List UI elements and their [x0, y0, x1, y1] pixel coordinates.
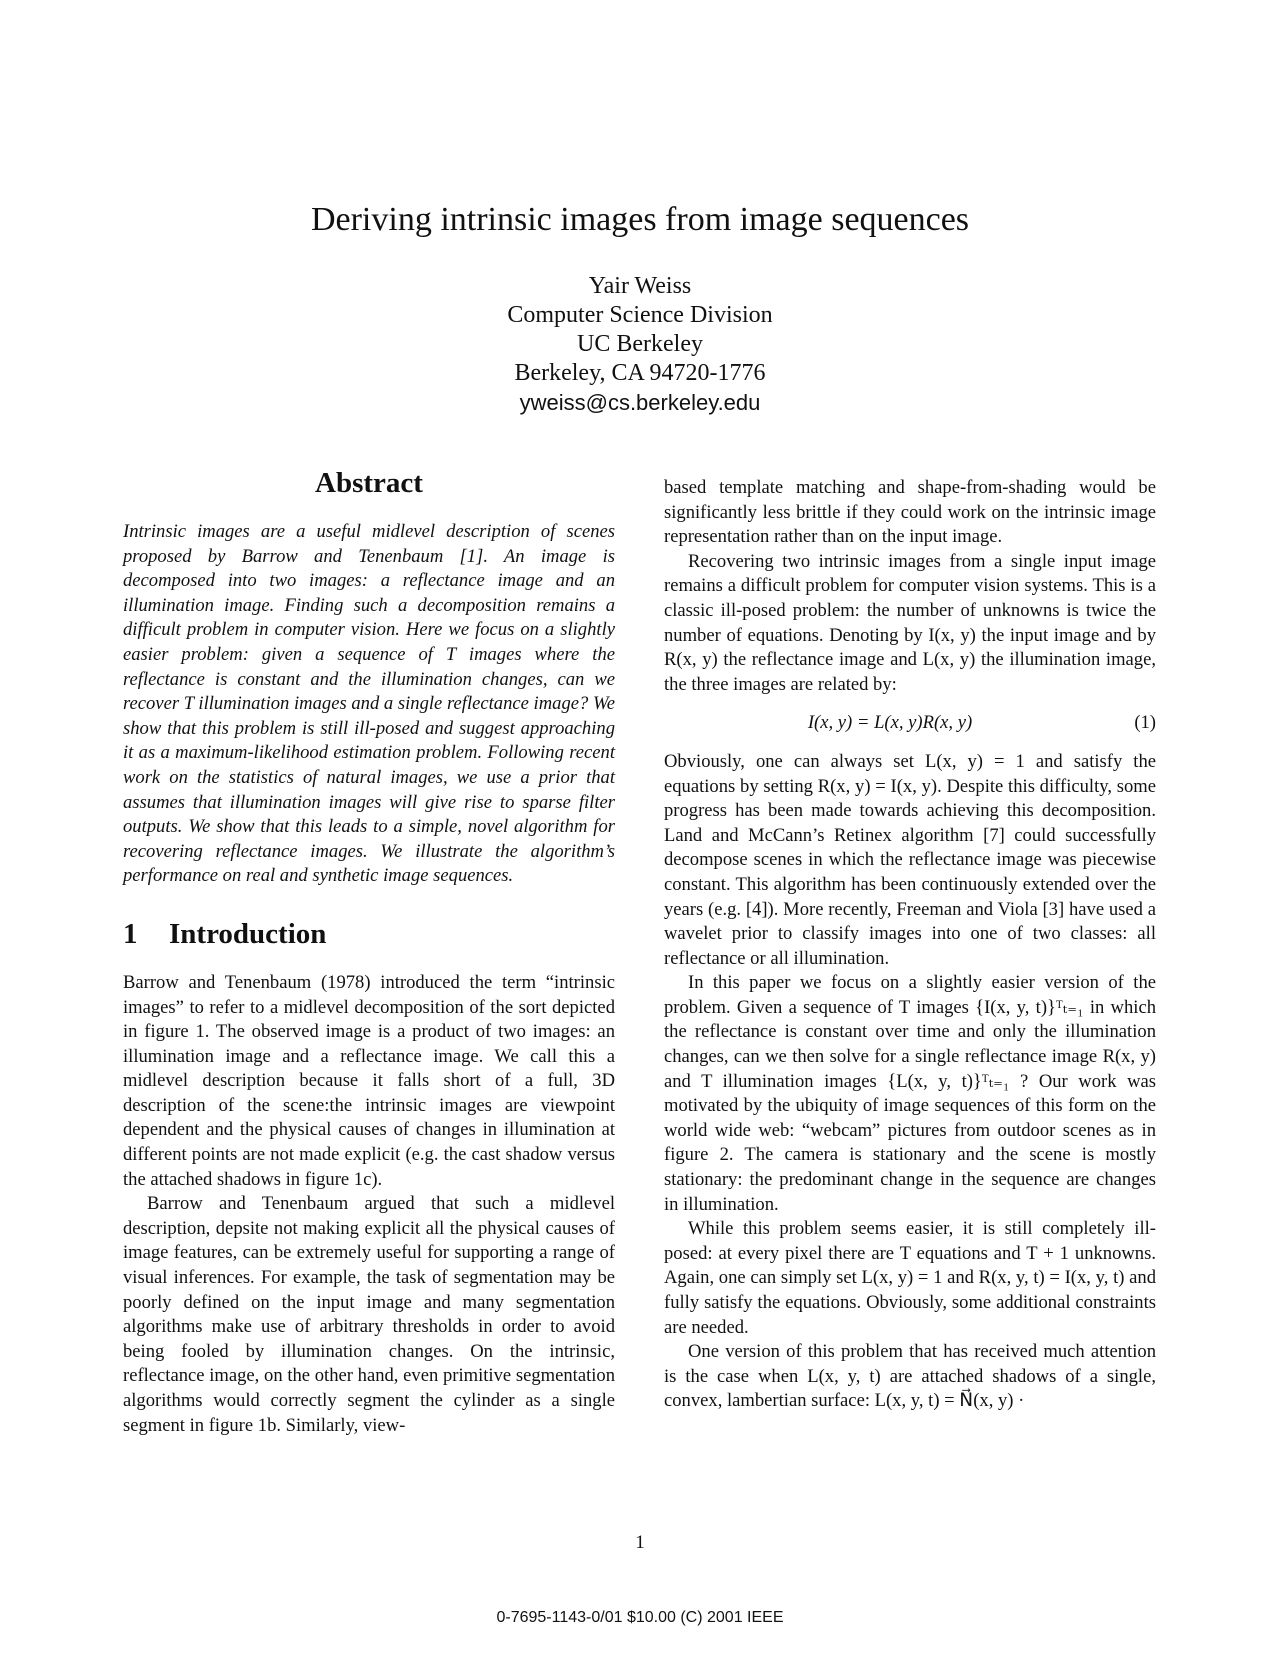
- author-block: [0, 272, 1280, 417]
- intro-paragraph-1: Barrow and Tenenbaum (1978) introduced the term “intrinsic images” to refer to a midlevel decomposition of the sort depicted in figure 1. The observed image is a product of two images: an illumination image and a reflectance image. We call this a midlevel description because it falls short of a full, 3D description of the scene:the intrinsic images are viewpoint dependent and the physical causes of changes in illumination at different points are not made explicit (e.g. the cast shadow versus the attached shadows in figure 1c).: [123, 971, 615, 1190]
- author-email: yweiss@cs.berkeley.edu: [519, 390, 761, 415]
- right-paragraph-5: While this problem seems easier, it is still completely ill-posed: at every pixel there are T equations and T + 1 unknowns. Again, one can simply set L(x, y) = 1 and R(x, y, t) = I(x, y, t) and fully satisfy the equations. Obviously, some additional constraints are needed.: [664, 1218, 1156, 1338]
- left-column: [123, 466, 615, 1438]
- abstract-text: Intrinsic images are a useful midlevel description of scenes proposed by Barrow and Tenenbaum [1]. An image is decomposed into two images: a reflectance image and an illumination image. Finding such a decomposition remains a difficult problem in computer vision. Here we focus on a slightly easier problem: given a sequence of T images where the reflectance is constant and the illumination changes, can we recover T illumination images and a single reflectance image? We show that this problem is still ill-posed and suggest approaching it as a maximum-likelihood estimation problem. Following recent work on the statistics of natural images, we use a prior that assumes that illumination images will give rise to sparse filter outputs. We show that this leads to a simple, novel algorithm for recovering reflectance images. We illustrate the algorithm’s performance on real and synthetic image sequences.: [123, 521, 615, 887]
- section-heading-introduction: [123, 917, 615, 951]
- equation-body: I(x, y) = L(x, y)R(x, y): [807, 712, 973, 734]
- author-name: Yair Weiss: [588, 273, 692, 299]
- right-column: [664, 476, 1156, 1414]
- author-university: UC Berkeley: [577, 331, 703, 357]
- right-paragraph-3: Obviously, one can always set L(x, y) = 1 and satisfy the equations by setting R(x, y) = I(x, y). Despite this difficulty, some progress has been made towards achieving this decomposition. Land and McCann’s Retinex algorithm [7] could successfully decompose scenes in which the reflectance image was piecewise constant. This algorithm has been continuously extended over the years (e.g. [4]). More recently, Freeman and Viola [3] have used a wavelet prior to classify images into one of two classes: all reflectance or all illumination.: [664, 750, 1156, 969]
- right-paragraph-4: In this paper we focus on a slightly easier version of the problem. Given a sequence of T images {I(x, y, t)}ᵀₜ₌₁ in which the reflectance is constant over time and only the illumination changes, can we then solve for a single reflectance image R(x, y) and T illumination images {L(x, y, t)}ᵀₜ₌₁ ? Our work was motivated by the ubiquity of image sequences of this form on the world wide web: “webcam” pictures from outdoor scenes as in figure 2. The camera is stationary and the scene is mostly stationary: the predominant change in the sequence are changes in illumination.: [664, 972, 1156, 1215]
- paper-title: Deriving intrinsic images from image sequences: [310, 201, 970, 238]
- right-paragraph-6: One version of this problem that has received much attention is the case when L(x, y, t) are attached shadows of a single, convex, lambertian surface: L(x, y, t) = N⃗(x, y) ·: [664, 1341, 1156, 1412]
- author-address: Berkeley, CA 94720-1776: [514, 360, 766, 386]
- page-number: 1: [635, 1532, 645, 1553]
- equation-number: (1): [1134, 712, 1156, 734]
- right-paragraph-1: based template matching and shape-from-shading would be significantly less brittle if they could work on the intrinsic image representation rather than on the input image.: [664, 477, 1156, 548]
- right-paragraph-2: Recovering two intrinsic images from a single input image remains a difficult problem for computer vision systems. This is a classic ill-posed problem: the number of unknowns is twice the number of equations. Denoting by I(x, y) the input image and by R(x, y) the reflectance image and L(x, y) the illumination image, the three images are related by:: [664, 550, 1156, 695]
- abstract-heading: Abstract: [315, 467, 423, 499]
- section-title: Introduction: [169, 917, 327, 950]
- copyright-footer: 0-7695-1143-0/01 $10.00 (C) 2001 IEEE: [496, 1609, 784, 1626]
- equation-1: [664, 711, 1156, 736]
- intro-paragraph-2: Barrow and Tenenbaum argued that such a midlevel description, depsite not making explicit all the physical causes of image features, can be extremely useful for supporting a range of visual inferences. For example, the task of segmentation may be poorly defined on the input image and many segmentation algorithms make use of arbitrary thresholds in order to avoid being fooled by illumination changes. On the intrinsic, reflectance image, on the other hand, even primitive segmentation algorithms would correctly segment the cylinder as a single segment in figure 1b. Similarly, view-: [123, 1193, 615, 1436]
- author-division: Computer Science Division: [507, 302, 773, 328]
- section-number: 1: [123, 917, 138, 950]
